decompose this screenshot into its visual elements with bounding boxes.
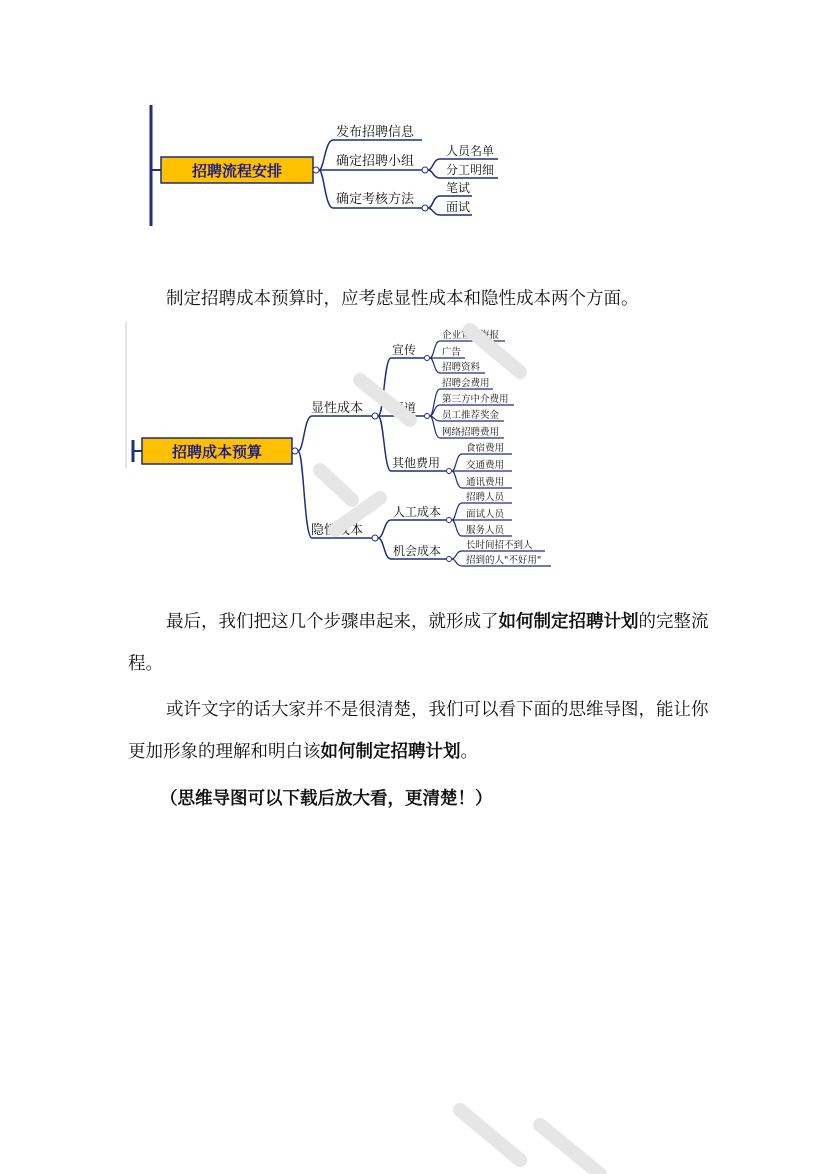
hint-text-end: 。 [460,742,478,762]
leaf-long-vacancy: 长时间招不到人 [466,540,533,551]
leaf-agency: 第三方中介费用 [442,394,509,405]
download-note-text: （思维导图可以下载后放大看，更清楚！） [160,789,493,809]
implicit-cost-label: 隐性成本 [311,523,364,538]
group-other-fees: 其他费用 [392,456,441,470]
download-note [160,778,750,820]
leaf-written-test: 笔试 [446,181,471,195]
explicit-cost-label: 显性成本 [311,401,364,416]
group-opportunity-cost: 机会成本 [393,544,442,558]
leaf-interviewers: 面试人员 [466,509,505,520]
summary-text-end: 的完整流程。 [128,612,709,674]
summary-text-start: 最后，我们把这几个步骤串起来，就形成了 [166,612,499,632]
group-labor-cost: 人工成本 [393,505,442,519]
paragraph-summary [128,601,718,685]
leaf-lodging: 食宿费用 [466,443,505,454]
leaf-online: 网络招聘费用 [442,427,500,438]
leaf-service-staff: 服务人员 [466,525,505,536]
leaf-transport: 交通费用 [466,460,505,471]
branch-assessment: 确定考核方法 [336,192,415,207]
root-node-label: 招聘流程安排 [191,162,283,180]
leaf-bad-hire: 招到的人"不好用" [466,555,542,566]
group-channel: 渠道 [392,401,417,415]
group-publicity: 宣传 [392,343,417,357]
leaf-staff-list: 人员名单 [446,144,495,158]
leaf-interview: 面试 [446,200,471,214]
leaf-poster: 企业宣传海报 [442,330,500,341]
hint-text-start: 或许文字的话大家并不是很清楚，我们可以看下面的思维导图，能让你更加形象的理解和明白该 [128,700,709,762]
cost-root-node-label: 招聘成本预算 [171,443,263,461]
branch-publish-info: 发布招聘信息 [336,125,415,140]
hint-bold-phrase: 如何制定招聘计划 [320,742,461,762]
leaf-materials: 招聘资料 [442,362,481,373]
leaf-recruiters: 招聘人员 [466,492,505,503]
paragraph-cost-intro-text: 制定招聘成本预算时，应考虑显性成本和隐性成本两个方面。 [166,289,639,309]
branch-recruit-team: 确定招聘小组 [336,154,415,169]
leaf-job-fair: 招聘会费用 [442,378,490,389]
leaf-communication: 通讯费用 [466,477,505,488]
leaf-referral: 员工推荐奖金 [442,410,500,421]
leaf-advertising: 广告 [442,347,462,358]
summary-bold-phrase: 如何制定招聘计划 [498,612,639,632]
leaf-division-detail: 分工明细 [446,163,495,177]
paragraph-mindmap-hint [128,689,718,773]
